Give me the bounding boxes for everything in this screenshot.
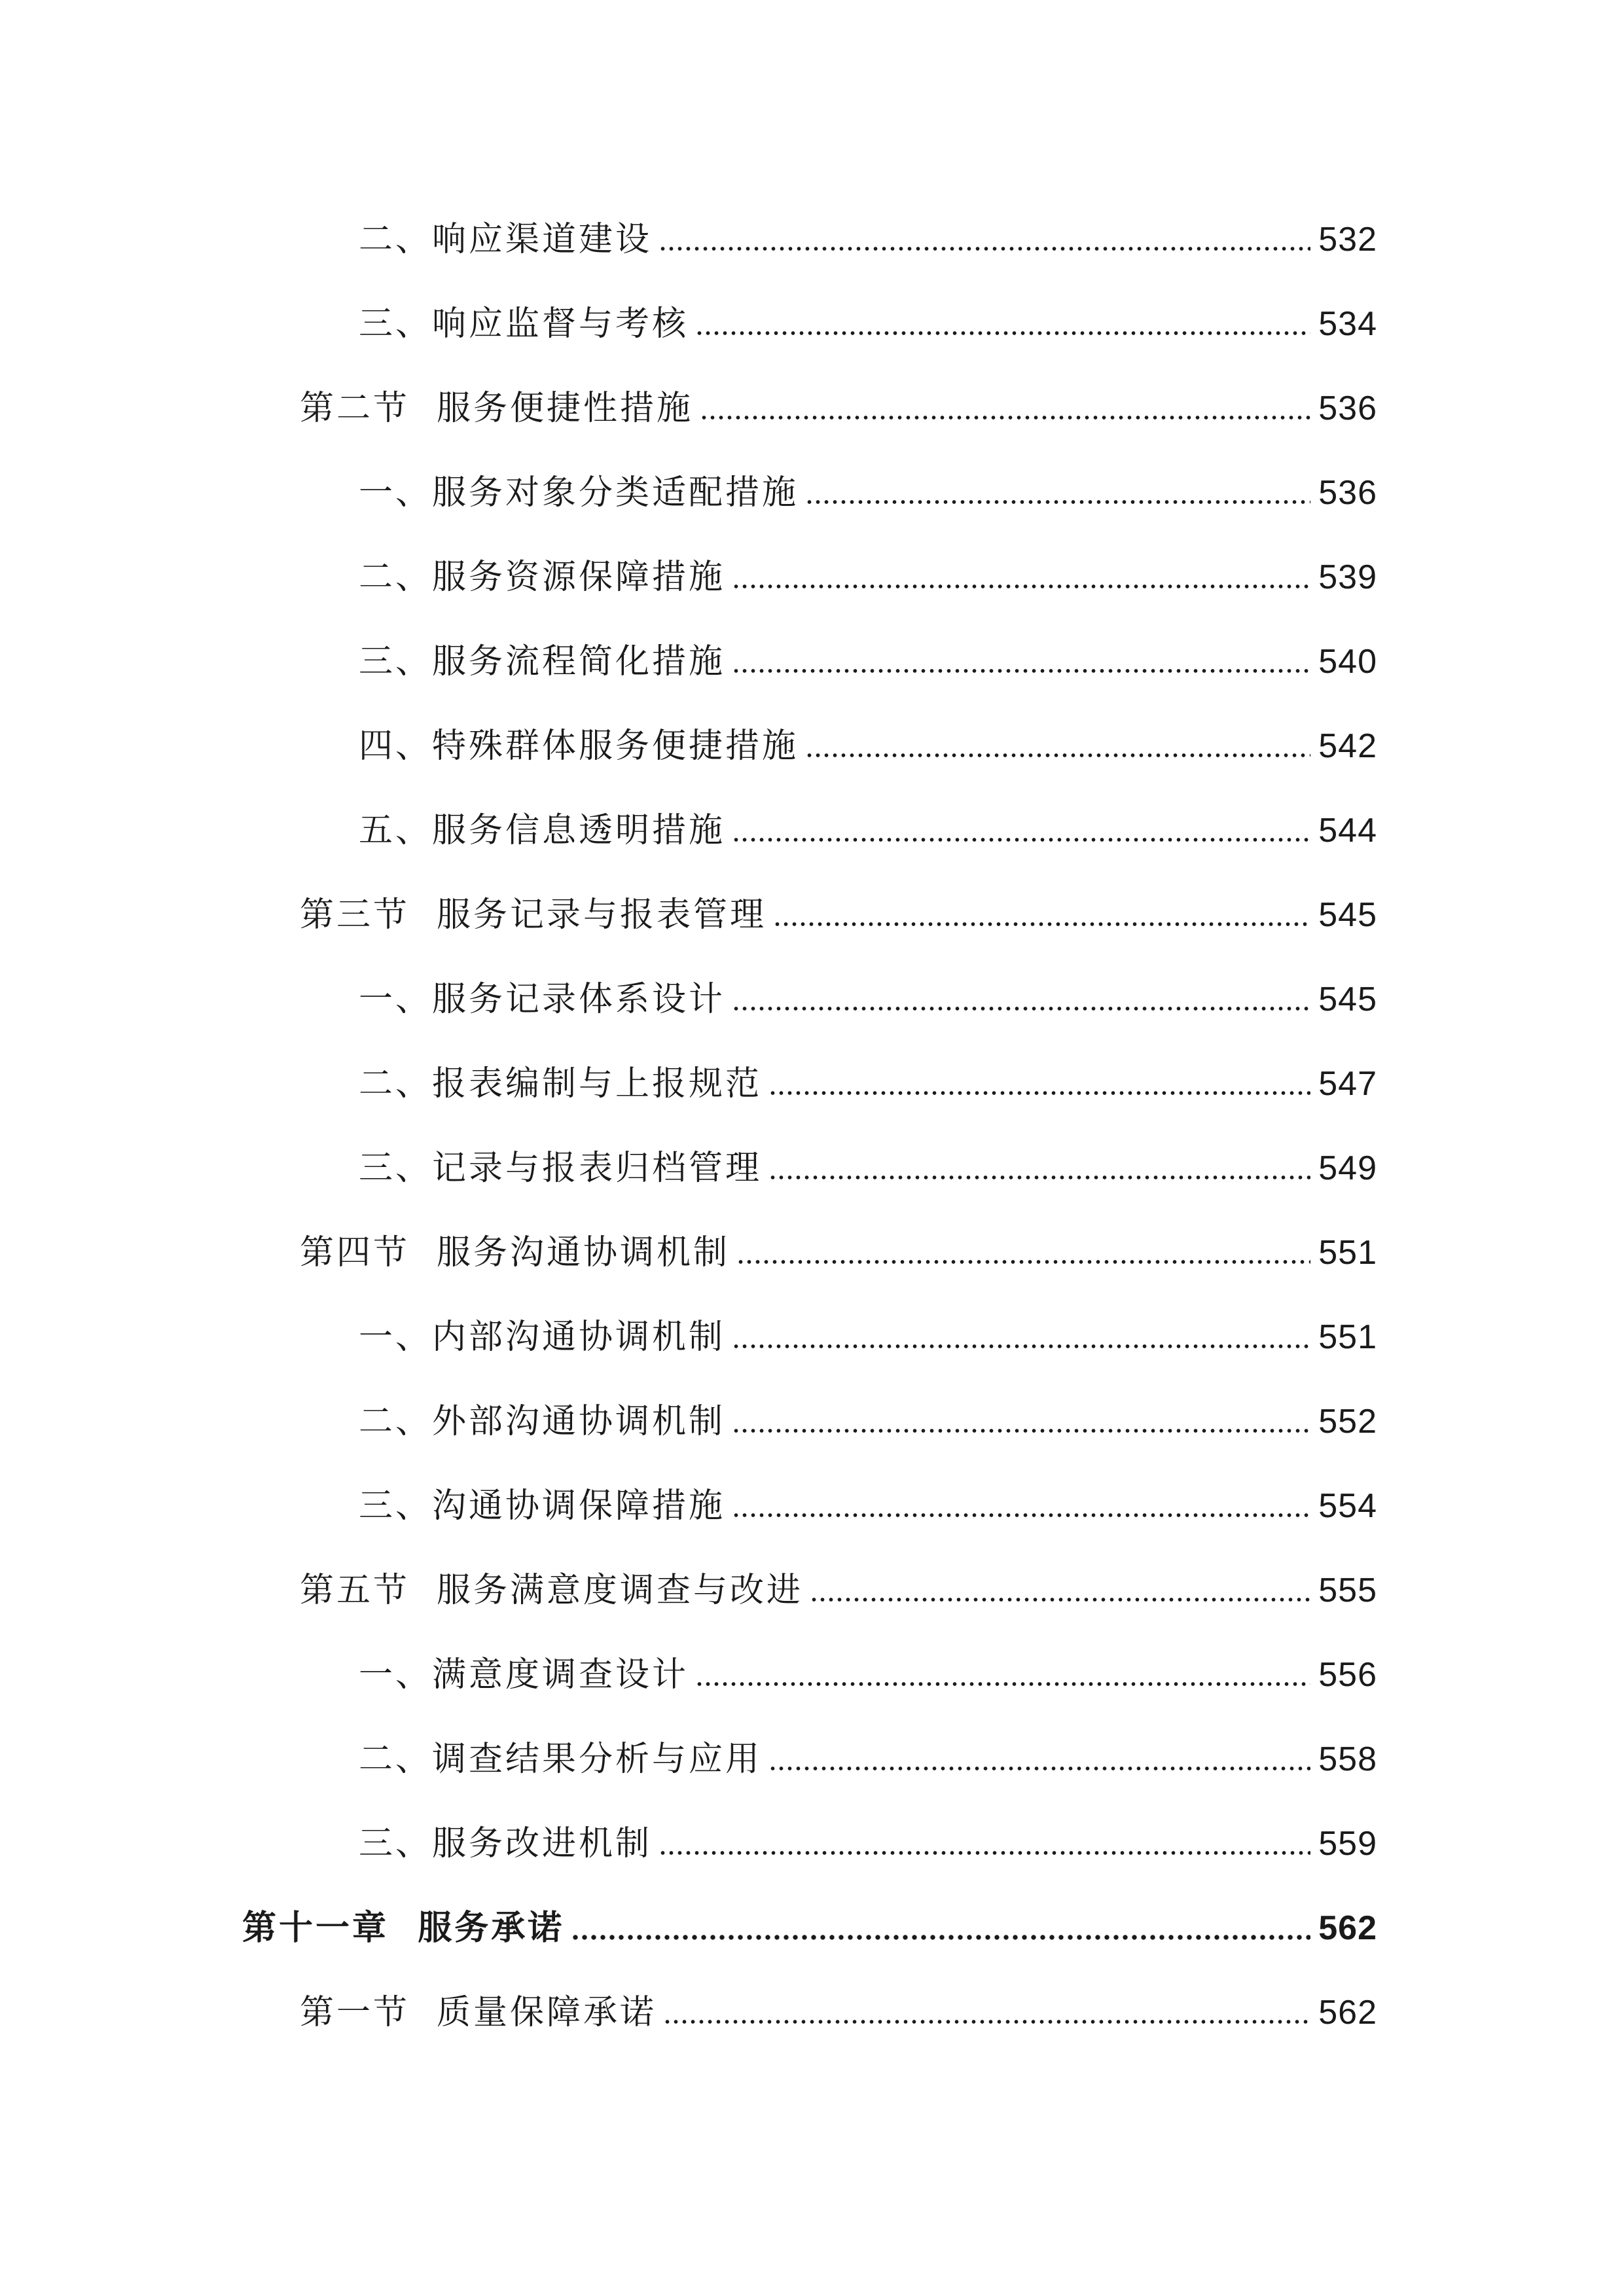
toc-entry-page: 547	[1318, 1065, 1377, 1103]
toc-entry[interactable]	[359, 1727, 1377, 1792]
toc-entry-page: 542	[1318, 727, 1377, 765]
toc-entry-page: 532	[1318, 221, 1377, 259]
dot-leader	[768, 1174, 1310, 1181]
toc-entry-title: 一、内部沟通协调机制	[359, 1318, 726, 1357]
toc-entry[interactable]	[359, 291, 1377, 357]
dot-leader	[700, 414, 1310, 422]
toc-entry-page: 549	[1318, 1149, 1377, 1187]
toc-entry[interactable]	[359, 460, 1377, 526]
toc-entry-page: 545	[1318, 896, 1377, 934]
toc-entry[interactable]	[359, 967, 1377, 1032]
dot-leader	[768, 1089, 1310, 1097]
dot-leader	[810, 1596, 1310, 1604]
dot-leader	[768, 1765, 1310, 1772]
dot-leader	[659, 1849, 1310, 1857]
toc-section-entry[interactable]	[300, 376, 1377, 441]
toc-entry[interactable]	[359, 207, 1377, 272]
toc-entry-page: 534	[1318, 305, 1377, 343]
toc-entry[interactable]	[359, 545, 1377, 610]
toc-entry[interactable]	[359, 1642, 1377, 1708]
toc-entry-title: 三、记录与报表归档管理	[359, 1149, 763, 1188]
toc-entry-page: 562	[1318, 1909, 1377, 1947]
toc-entry-page: 554	[1318, 1487, 1377, 1525]
toc-entry[interactable]	[359, 1304, 1377, 1370]
toc-entry-page: 536	[1318, 474, 1377, 512]
toc-entry-page: 540	[1318, 643, 1377, 681]
toc-entry-title: 二、报表编制与上报规范	[359, 1064, 763, 1103]
toc-entry-title: 第三节 服务记录与报表管理	[300, 895, 767, 935]
toc-entry[interactable]	[359, 1136, 1377, 1201]
dot-leader	[732, 1427, 1310, 1435]
dot-leader	[736, 1258, 1310, 1266]
toc-entry-title: 一、服务对象分类适配措施	[359, 473, 799, 512]
toc-entry-page: 544	[1318, 812, 1377, 850]
toc-entry[interactable]	[359, 1811, 1377, 1876]
dot-leader	[732, 1342, 1310, 1350]
dot-leader	[659, 245, 1310, 253]
dot-leader	[695, 1680, 1310, 1688]
toc-entry[interactable]	[359, 713, 1377, 779]
toc-section-entry[interactable]	[300, 1980, 1377, 2045]
toc-entry-title: 三、沟通协调保障措施	[359, 1486, 726, 1526]
toc-entry-title: 第一节 质量保障承诺	[300, 1993, 657, 2032]
toc-entry-page: 556	[1318, 1656, 1377, 1694]
dot-leader	[773, 920, 1310, 928]
toc-entry-title: 第二节 服务便捷性措施	[300, 389, 694, 428]
toc-entry-title: 五、服务信息透明措施	[359, 811, 726, 850]
toc-entry-page: 555	[1318, 1571, 1377, 1609]
toc-entry-title: 第十一章 服务承诺	[242, 1909, 565, 1948]
toc-entry-page: 551	[1318, 1318, 1377, 1356]
dot-leader	[732, 583, 1310, 590]
toc-entry-title: 四、特殊群体服务便捷措施	[359, 726, 799, 766]
toc-entry-page: 545	[1318, 980, 1377, 1018]
toc-entry-title: 三、服务改进机制	[359, 1824, 653, 1863]
toc-section-entry[interactable]	[300, 1558, 1377, 1623]
toc-entry-page: 536	[1318, 389, 1377, 427]
toc-entry-title: 三、响应监督与考核	[359, 304, 689, 344]
toc-section-entry[interactable]	[300, 1220, 1377, 1285]
toc-chapter-entry[interactable]	[242, 1895, 1377, 1961]
dot-leader	[732, 667, 1310, 675]
toc-entry-page: 558	[1318, 1740, 1377, 1778]
toc-entry-title: 一、满意度调查设计	[359, 1655, 689, 1695]
dot-leader	[732, 1005, 1310, 1013]
dot-leader	[695, 329, 1310, 337]
dot-leader	[663, 2018, 1310, 2026]
toc-entry-title: 一、服务记录体系设计	[359, 980, 726, 1019]
toc-entry-title: 二、外部沟通协调机制	[359, 1402, 726, 1441]
dot-leader	[732, 1511, 1310, 1519]
toc-entry-title: 二、服务资源保障措施	[359, 558, 726, 597]
toc-entry[interactable]	[359, 1389, 1377, 1454]
toc-entry-title: 二、调查结果分析与应用	[359, 1740, 763, 1779]
toc-entry-title: 三、服务流程简化措施	[359, 642, 726, 681]
toc-entry[interactable]	[359, 629, 1377, 694]
toc-entry[interactable]	[359, 1051, 1377, 1117]
dot-leader	[732, 836, 1310, 844]
toc-entry-page: 551	[1318, 1234, 1377, 1272]
dot-leader	[805, 498, 1310, 506]
toc-entry[interactable]	[359, 1473, 1377, 1539]
dot-leader	[805, 751, 1310, 759]
toc-entry-title: 二、响应渠道建设	[359, 220, 653, 259]
toc-entry-page: 559	[1318, 1825, 1377, 1863]
toc-entry-title: 第四节 服务沟通协调机制	[300, 1233, 731, 1272]
toc-entry[interactable]	[359, 798, 1377, 863]
dot-leader	[571, 1933, 1310, 1941]
toc-entry-title: 第五节 服务满意度调查与改进	[300, 1571, 804, 1610]
toc-section-entry[interactable]	[300, 882, 1377, 948]
toc-entry-page: 562	[1318, 1994, 1377, 2032]
toc-entry-page: 539	[1318, 558, 1377, 596]
toc-entry-page: 552	[1318, 1403, 1377, 1441]
